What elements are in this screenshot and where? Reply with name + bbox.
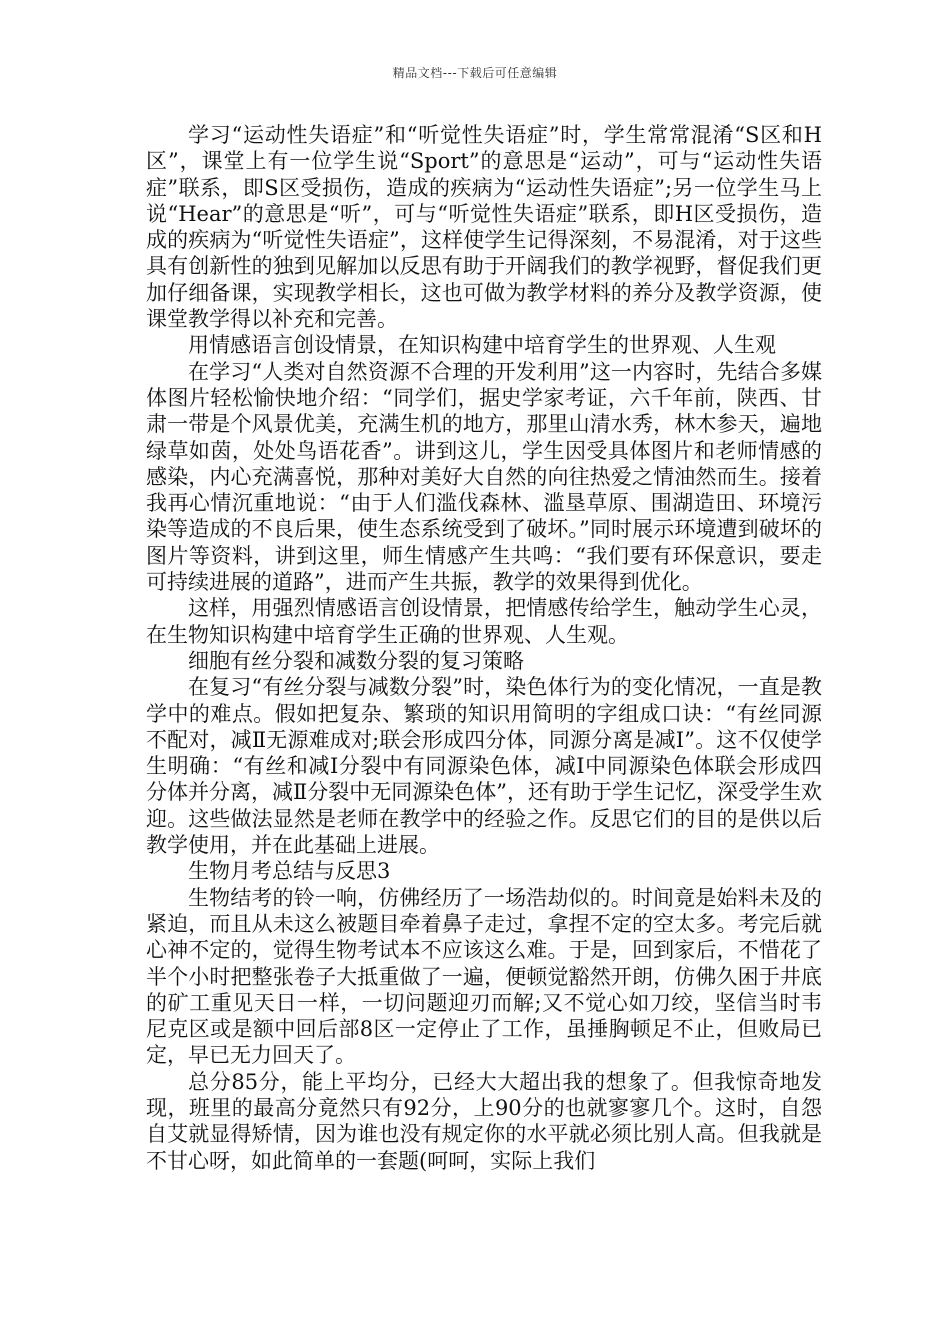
paragraph: 生物结考的铃一响，仿佛经历了一场浩劫似的。时间竟是始料未及的紧迫，而且从未这么被题目牵着鼻子走过，拿捏不定的空太多。考完后就心神不定的，觉得生物考试本不应该这么难。于是，回到家后，不惜花了半个小时把整张卷子大抵重做了一遍，便顿觉豁然开朗，仿佛久困于井底的矿工重见天日一样，一切问题迎刃而解;又不觉心如刀绞，坚信当时韦尼克区或是额中回后部8区一定停止了工作，虽捶胸顿足不止，但败局已定，早已无力回天了。 (146, 885, 822, 1068)
paragraph: 在学习“人类对自然资源不合理的开发利用”这一内容时，先结合多媒体图片轻松愉快地介绍：“同学们，据史学家考证，六千年前，陕西、甘肃一带是个风景优美，充满生机的地方，那里山清水秀，林木参天，遍地绿草如茵，处处鸟语花香”。讲到这儿，学生因受具体图片和老师情感的感染，内心充满喜悦，那种对美好大自然的向往热爱之情油然而生。接着我再心情沉重地说：“由于人们滥伐森林、滥垦草原、围湖造田、环境污染等造成的不良后果，使生态系统受到了破坏。”同时展示环境遭到破坏的图片等资料，讲到这里，师生情感产生共鸣：“我们要有环保意识，要走可持续进展的道路”，进而产生共振，教学的效果得到优化。 (146, 359, 822, 595)
section-heading: 用情感语言创设情景，在知识构建中培育学生的世界观、人生观 (188, 333, 776, 358)
paragraph: 总分85分，能上平均分，已经大大超出我的想象了。但我惊奇地发现，班里的最高分竟然只有92分，上90分的也就寥寥几个。这时，自怨自艾就显得矫情，因为谁也没有规定你的水平就必须比别人高。但我就是不甘心呀，如此简单的一套题(呵呵，实际上我们 (146, 1069, 822, 1173)
paragraph: 学习“运动性失语症”和“听觉性失语症”时，学生常常混淆“S区和H区”，课堂上有一位学生说“Sport”的意思是“运动”，可与“运动性失语症”联系，即S区受损伤，造成的疾病为“运动性失语症”;另一位学生马上说“Hear”的意思是“听”，可与“听觉性失语症”联系，即H区受损伤，造成的疾病为“听觉性失语症”，这样使学生记得深刻，不易混淆，对于这些具有创新性的独到见解加以反思有助于开阔我们的教学视野，督促我们更加仔细备课，实现教学相长，这也可做为教学材料的养分及教学资源，使课堂教学得以补充和完善。 (146, 123, 822, 332)
paragraph: 这样，用强烈情感语言创设情景，把情感传给学生，触动学生心灵，在生物知识构建中培育学生正确的世界观、人生观。 (146, 596, 822, 647)
paragraph: 在复习“有丝分裂与减数分裂”时，染色体行为的变化情况，一直是教学中的难点。假如把复杂、繁琐的知识用简明的字组成口诀：“有丝同源不配对，减Ⅱ无源难成对;联会形成四分体，同源分离是减Ⅰ”。这不仅使学生明确：“有丝和减Ⅰ分裂中有同源染色体，减Ⅰ中同源染色体联会形成四分体并分离，减Ⅱ分裂中无同源染色体”，还有助于学生记忆，深受学生欢迎。这些做法显然是老师在教学中的经验之作。反思它们的目的是供以后教学使用，并在此基础上进展。 (146, 675, 823, 858)
section-heading: 细胞有丝分裂和减数分裂的复习策略 (188, 648, 524, 673)
section-heading: 生物月考总结与反思3 (188, 859, 391, 884)
page-header: 精品文档---下载后可任意编辑 (392, 66, 558, 80)
document-body (146, 122, 822, 1174)
